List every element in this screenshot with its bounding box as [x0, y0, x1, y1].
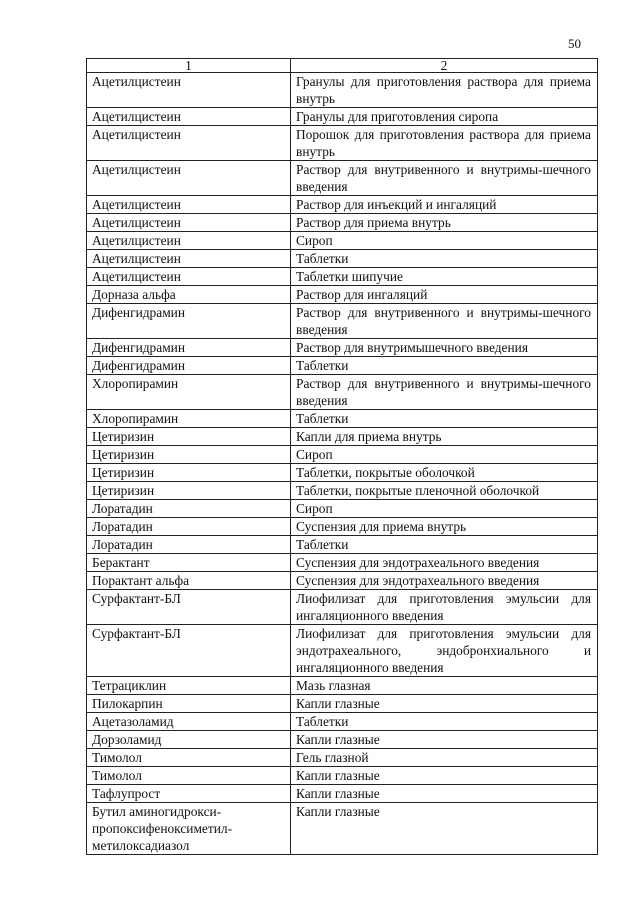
- table-row: [87, 803, 598, 855]
- dosage-form-cell: Гранулы для приготовления сиропа: [291, 108, 598, 126]
- drug-name-cell: Лоратадин: [87, 518, 291, 536]
- drug-name-cell: Ацетилцистеин: [87, 268, 291, 286]
- table-row: [87, 446, 598, 464]
- page-number: 50: [568, 36, 581, 51]
- table-row: [87, 500, 598, 518]
- dosage-form-cell: Капли для приема внутрь: [291, 428, 598, 446]
- dosage-form-cell: Капли глазные: [291, 785, 598, 803]
- table-row: [87, 357, 598, 375]
- drug-name-cell: Цетиризин: [87, 428, 291, 446]
- drug-name-cell: Пилокарпин: [87, 695, 291, 713]
- table-row: [87, 428, 598, 446]
- table-row: [87, 108, 598, 126]
- column-header: 1: [87, 59, 291, 73]
- table-row: [87, 767, 598, 785]
- drug-name-cell: Лоратадин: [87, 536, 291, 554]
- drug-name-cell: Дорзоламид: [87, 731, 291, 749]
- dosage-form-cell: Суспензия для приема внутрь: [291, 518, 598, 536]
- dosage-form-cell: Лиофилизат для приготовления эмульсии для ингаляционного введения: [291, 590, 598, 625]
- drug-name-cell: Берактант: [87, 554, 291, 572]
- drug-name-cell: Цетиризин: [87, 464, 291, 482]
- dosage-form-cell: Мазь глазная: [291, 677, 598, 695]
- dosage-form-cell: Сироп: [291, 232, 598, 250]
- drug-name-cell: Лоратадин: [87, 500, 291, 518]
- drug-name-cell: Ацетазоламид: [87, 713, 291, 731]
- table-row: [87, 126, 598, 161]
- drug-name-cell: Ацетилцистеин: [87, 161, 291, 196]
- drug-name-cell: Цетиризин: [87, 482, 291, 500]
- dosage-form-cell: Капли глазные: [291, 767, 598, 785]
- dosage-form-cell: Сироп: [291, 500, 598, 518]
- dosage-form-cell: Капли глазные: [291, 803, 598, 855]
- table-row: [87, 536, 598, 554]
- drug-name-cell: Цетиризин: [87, 446, 291, 464]
- drug-table: [86, 58, 598, 855]
- dosage-form-cell: Раствор для внутривенного и внутримы-шечного введения: [291, 375, 598, 410]
- dosage-form-cell: Суспензия для эндотрахеального введения: [291, 572, 598, 590]
- drug-name-cell: Тафлупрост: [87, 785, 291, 803]
- dosage-form-cell: Капли глазные: [291, 731, 598, 749]
- table-row: [87, 250, 598, 268]
- table-row: [87, 339, 598, 357]
- table-row: [87, 518, 598, 536]
- column-header: 2: [291, 59, 598, 73]
- drug-name-cell: Дорназа альфа: [87, 286, 291, 304]
- dosage-form-cell: Таблетки: [291, 357, 598, 375]
- dosage-form-cell: Лиофилизат для приготовления эмульсии для эндотрахеального, эндобронхиального и ингаляционного введения: [291, 625, 598, 677]
- drug-name-cell: Хлоропирамин: [87, 375, 291, 410]
- drug-name-cell: Тетрациклин: [87, 677, 291, 695]
- dosage-form-cell: Таблетки: [291, 410, 598, 428]
- table-row: [87, 161, 598, 196]
- table-row: [87, 232, 598, 250]
- drug-name-cell: Дифенгидрамин: [87, 304, 291, 339]
- drug-name-cell: Ацетилцистеин: [87, 73, 291, 108]
- dosage-form-cell: Раствор для внутримышечного введения: [291, 339, 598, 357]
- drug-name-cell: Порактант альфа: [87, 572, 291, 590]
- dosage-form-cell: Раствор для приема внутрь: [291, 214, 598, 232]
- drug-name-cell: Сурфактант-БЛ: [87, 590, 291, 625]
- table-row: [87, 268, 598, 286]
- dosage-form-cell: Гель глазной: [291, 749, 598, 767]
- table-row: [87, 713, 598, 731]
- dosage-form-cell: Таблетки: [291, 713, 598, 731]
- dosage-form-cell: Раствор для ингаляций: [291, 286, 598, 304]
- table-row: [87, 749, 598, 767]
- drug-name-cell: Ацетилцистеин: [87, 196, 291, 214]
- drug-name-cell: Дифенгидрамин: [87, 357, 291, 375]
- dosage-form-cell: Сироп: [291, 446, 598, 464]
- dosage-form-cell: Раствор для инъекций и ингаляций: [291, 196, 598, 214]
- table-row: [87, 482, 598, 500]
- dosage-form-cell: Таблетки, покрытые пленочной оболочкой: [291, 482, 598, 500]
- table-row: [87, 785, 598, 803]
- dosage-form-cell: Таблетки, покрытые оболочкой: [291, 464, 598, 482]
- dosage-form-cell: Порошок для приготовления раствора для приема внутрь: [291, 126, 598, 161]
- drug-name-cell: Ацетилцистеин: [87, 250, 291, 268]
- drug-name-cell: Ацетилцистеин: [87, 214, 291, 232]
- table-row: [87, 464, 598, 482]
- drug-name-cell: Ацетилцистеин: [87, 126, 291, 161]
- table-row: [87, 196, 598, 214]
- table-row: [87, 590, 598, 625]
- drug-name-cell: Сурфактант-БЛ: [87, 625, 291, 677]
- dosage-form-cell: Раствор для внутривенного и внутримы-шечного введения: [291, 304, 598, 339]
- table-row: [87, 731, 598, 749]
- drug-name-cell: Тимолол: [87, 749, 291, 767]
- table-row: [87, 410, 598, 428]
- drug-name-cell: Бутил аминогидрокси-пропоксифеноксиметил-метилоксадиазол: [87, 803, 291, 855]
- dosage-form-cell: Суспензия для эндотрахеального введения: [291, 554, 598, 572]
- dosage-form-cell: Раствор для внутривенного и внутримы-шечного введения: [291, 161, 598, 196]
- dosage-form-cell: Таблетки: [291, 250, 598, 268]
- drug-name-cell: Ацетилцистеин: [87, 232, 291, 250]
- dosage-form-cell: Таблетки: [291, 536, 598, 554]
- table-row: [87, 286, 598, 304]
- table-row: [87, 73, 598, 108]
- table-row: [87, 554, 598, 572]
- table-body: [87, 73, 598, 855]
- drug-name-cell: Дифенгидрамин: [87, 339, 291, 357]
- table-row: [87, 304, 598, 339]
- drug-name-cell: Хлоропирамин: [87, 410, 291, 428]
- drug-name-cell: Тимолол: [87, 767, 291, 785]
- table-row: [87, 695, 598, 713]
- dosage-form-cell: Капли глазные: [291, 695, 598, 713]
- table-row: [87, 677, 598, 695]
- drug-name-cell: Ацетилцистеин: [87, 108, 291, 126]
- table-header-row: [87, 59, 598, 73]
- table-row: [87, 625, 598, 677]
- table-row: [87, 214, 598, 232]
- table-row: [87, 375, 598, 410]
- table-row: [87, 572, 598, 590]
- dosage-form-cell: Таблетки шипучие: [291, 268, 598, 286]
- dosage-form-cell: Гранулы для приготовления раствора для приема внутрь: [291, 73, 598, 108]
